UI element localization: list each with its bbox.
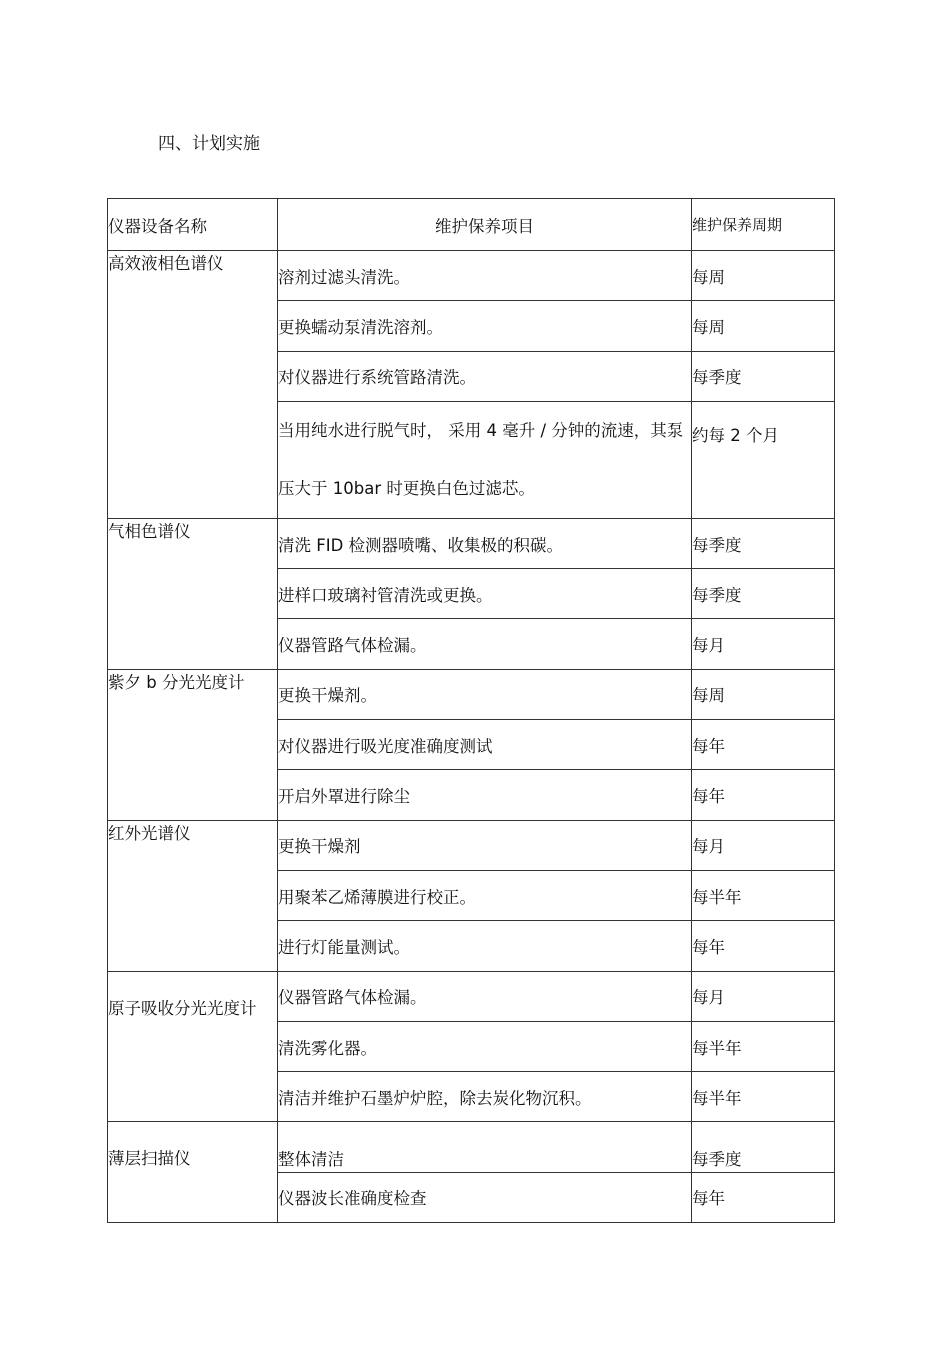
maintenance-cycle: 每月: [692, 619, 835, 669]
equipment-name: 薄层扫描仪: [108, 1122, 278, 1223]
maintenance-item: 仪器管路气体检漏。: [278, 971, 692, 1021]
maintenance-item: 清洗 FID 检测器喷嘴、收集极的积碳。: [278, 518, 692, 568]
equipment-name: 高效液相色谱仪: [108, 251, 278, 519]
maintenance-item: 更换干燥剂。: [278, 669, 692, 719]
section-title: 四、计划实施: [158, 134, 260, 154]
maintenance-item: 对仪器进行吸光度准确度测试: [278, 720, 692, 770]
maintenance-cycle: 每年: [692, 720, 835, 770]
maintenance-cycle: 约每 2 个月: [692, 401, 835, 518]
maintenance-item: 清洗雾化器。: [278, 1021, 692, 1071]
equipment-name: 红外光谱仪: [108, 820, 278, 971]
table-row: [108, 1122, 835, 1172]
maintenance-cycle: 每半年: [692, 1021, 835, 1071]
header-maintenance-cycle: 维护保养周期: [692, 199, 835, 251]
maintenance-cycle: 每半年: [692, 1072, 835, 1122]
maintenance-item: 仪器波长准确度检查: [278, 1172, 692, 1222]
maintenance-item: 更换干燥剂: [278, 820, 692, 870]
maintenance-cycle: 每季度: [692, 351, 835, 401]
maintenance-item: 整体清洁: [278, 1122, 692, 1172]
maintenance-cycle: 每季度: [692, 569, 835, 619]
header-equipment-name: 仪器设备名称: [108, 199, 278, 251]
maintenance-item: 进行灯能量测试。: [278, 921, 692, 971]
table-row: [108, 971, 835, 1021]
maintenance-item: 更换蠕动泵清洗溶剂。: [278, 301, 692, 351]
maintenance-cycle: 每周: [692, 251, 835, 301]
maintenance-item: 对仪器进行系统管路清洗。: [278, 351, 692, 401]
equipment-name: 原子吸收分光光度计: [108, 971, 278, 1122]
maintenance-cycle: 每季度: [692, 1122, 835, 1172]
equipment-name: 紫夕 b 分光光度计: [108, 669, 278, 820]
maintenance-cycle: 每月: [692, 820, 835, 870]
equipment-name: 气相色谱仪: [108, 518, 278, 669]
table-header-row: [108, 199, 835, 251]
maintenance-cycle: 每周: [692, 669, 835, 719]
maintenance-item: 溶剂过滤头清洗。: [278, 251, 692, 301]
maintenance-item: 仪器管路气体检漏。: [278, 619, 692, 669]
header-maintenance-item: 维护保养项目: [278, 199, 692, 251]
table-row: [108, 251, 835, 301]
maintenance-item: 当用纯水进行脱气时， 采用 4 毫升 / 分钟的流速，其泵压大于 10bar 时更换白色过滤芯。: [278, 401, 692, 518]
maintenance-item: 开启外罩进行除尘: [278, 770, 692, 820]
maintenance-cycle: 每年: [692, 770, 835, 820]
table-row: [108, 669, 835, 719]
table-row: [108, 820, 835, 870]
maintenance-item: 清洁并维护石墨炉炉腔，除去炭化物沉积。: [278, 1072, 692, 1122]
maintenance-plan-table: [107, 198, 835, 1223]
maintenance-cycle: 每半年: [692, 870, 835, 920]
maintenance-cycle: 每周: [692, 301, 835, 351]
maintenance-cycle: 每年: [692, 921, 835, 971]
maintenance-cycle: 每季度: [692, 518, 835, 568]
maintenance-item: 用聚苯乙烯薄膜进行校正。: [278, 870, 692, 920]
maintenance-item: 进样口玻璃衬管清洗或更换。: [278, 569, 692, 619]
maintenance-cycle: 每年: [692, 1172, 835, 1222]
maintenance-cycle: 每月: [692, 971, 835, 1021]
table-row: [108, 518, 835, 568]
